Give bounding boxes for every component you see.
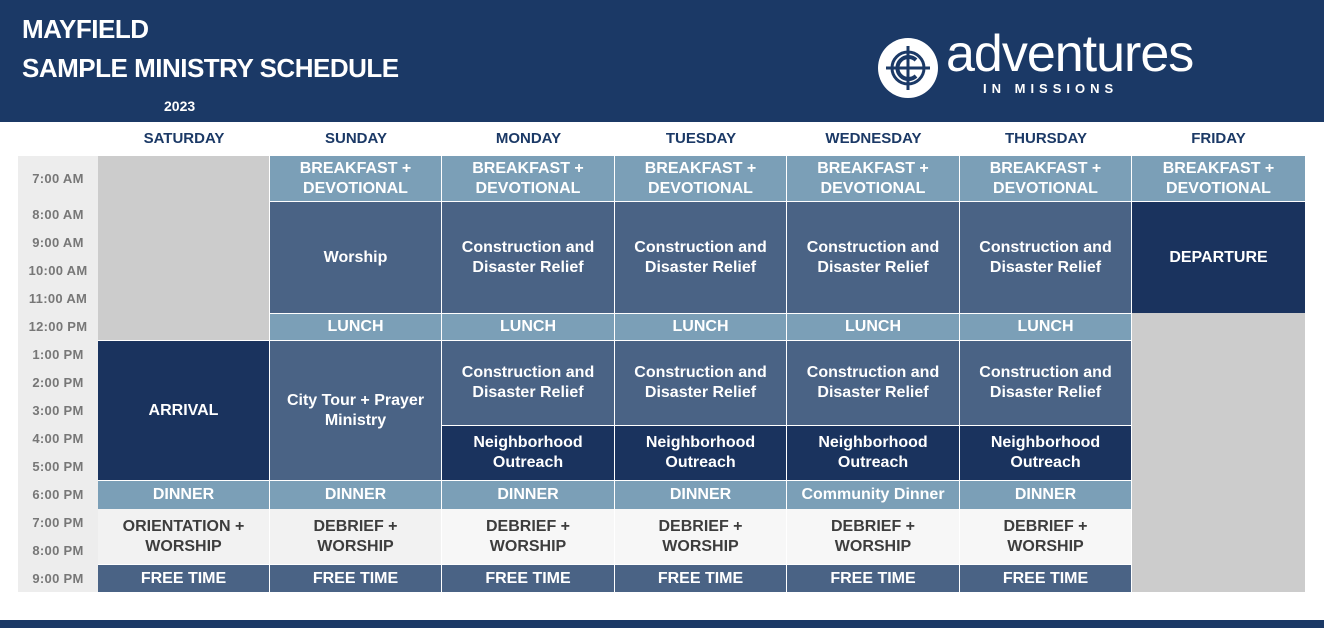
time-label: 11:00 AM [28, 291, 88, 306]
event-free-time: FREE TIME [787, 565, 959, 592]
event-construction: Construction and Disaster Relief [787, 202, 959, 313]
event-free-time: FREE TIME [442, 565, 614, 592]
event-breakfast: BREAKFAST + DEVOTIONAL [960, 156, 1131, 201]
day-header-monday: MONDAY [495, 130, 562, 147]
event-arrival: ARRIVAL [98, 341, 269, 480]
title-line-2: SAMPLE MINISTRY SCHEDULE [22, 53, 399, 83]
event-worship: Worship [270, 202, 441, 313]
event-community-dinner: Community Dinner [787, 481, 959, 509]
time-label: 6:00 PM [32, 487, 84, 502]
event-city-tour: City Tour + Prayer Ministry [270, 341, 441, 480]
event-free-time: FREE TIME [960, 565, 1131, 592]
time-label: 4:00 PM [32, 431, 84, 446]
day-header-sunday: SUNDAY [325, 130, 387, 147]
time-label: 8:00 PM [32, 543, 84, 558]
event-construction: Construction and Disaster Relief [787, 341, 959, 425]
event-construction: Construction and Disaster Relief [615, 341, 786, 425]
empty-slot [98, 156, 269, 340]
time-label: 12:00 PM [28, 319, 88, 334]
title-line-1: MAYFIELD [22, 14, 149, 44]
event-lunch: LUNCH [787, 314, 959, 340]
time-label: 8:00 AM [32, 207, 84, 222]
time-label: 2:00 PM [32, 375, 84, 390]
event-orientation: ORIENTATION + WORSHIP [98, 509, 269, 564]
compass-icon [878, 38, 938, 98]
event-free-time: FREE TIME [98, 565, 269, 592]
event-construction: Construction and Disaster Relief [960, 341, 1131, 425]
logo-subtitle: IN MISSIONS [983, 81, 1119, 96]
event-breakfast: BREAKFAST + DEVOTIONAL [270, 156, 441, 201]
empty-slot [1132, 313, 1305, 592]
event-lunch: LUNCH [615, 314, 786, 340]
day-header-friday: FRIDAY [1191, 130, 1246, 147]
event-debrief: DEBRIEF + WORSHIP [960, 509, 1131, 564]
time-label: 10:00 AM [28, 263, 88, 278]
event-breakfast: BREAKFAST + DEVOTIONAL [1132, 156, 1305, 201]
event-lunch: LUNCH [270, 314, 441, 340]
event-free-time: FREE TIME [615, 565, 786, 592]
event-breakfast: BREAKFAST + DEVOTIONAL [615, 156, 786, 201]
header-banner [0, 0, 1324, 122]
logo-wordmark: adventures [946, 25, 1194, 83]
event-neighborhood-outreach: Neighborhood Outreach [787, 426, 959, 480]
event-dinner: DINNER [615, 481, 786, 509]
event-neighborhood-outreach: Neighborhood Outreach [960, 426, 1131, 480]
event-construction: Construction and Disaster Relief [615, 202, 786, 313]
time-label: 1:00 PM [32, 347, 84, 362]
event-debrief: DEBRIEF + WORSHIP [615, 509, 786, 564]
event-construction: Construction and Disaster Relief [442, 341, 614, 425]
time-label: 7:00 PM [32, 515, 84, 530]
event-breakfast: BREAKFAST + DEVOTIONAL [442, 156, 614, 201]
year-label: 2023 [164, 98, 196, 114]
day-header-wednesday: WEDNESDAY [825, 130, 922, 147]
event-dinner: DINNER [442, 481, 614, 509]
event-dinner: DINNER [98, 481, 269, 509]
day-header-tuesday: TUESDAY [665, 130, 737, 147]
time-label: 9:00 PM [32, 571, 84, 586]
event-neighborhood-outreach: Neighborhood Outreach [442, 426, 614, 480]
event-debrief: DEBRIEF + WORSHIP [787, 509, 959, 564]
event-free-time: FREE TIME [270, 565, 441, 592]
event-dinner: DINNER [960, 481, 1131, 509]
event-neighborhood-outreach: Neighborhood Outreach [615, 426, 786, 480]
time-label: 5:00 PM [32, 459, 84, 474]
event-breakfast: BREAKFAST + DEVOTIONAL [787, 156, 959, 201]
time-label: 3:00 PM [32, 403, 84, 418]
event-lunch: LUNCH [442, 314, 614, 340]
time-label: 7:00 AM [32, 171, 84, 186]
day-header-thursday: THURSDAY [1005, 130, 1087, 147]
event-debrief: DEBRIEF + WORSHIP [442, 509, 614, 564]
event-construction: Construction and Disaster Relief [960, 202, 1131, 313]
event-construction: Construction and Disaster Relief [442, 202, 614, 313]
footer-bar [0, 620, 1324, 628]
day-header-saturday: SATURDAY [143, 130, 225, 147]
event-departure: DEPARTURE [1132, 202, 1305, 313]
time-label: 9:00 AM [32, 235, 84, 250]
event-lunch: LUNCH [960, 314, 1131, 340]
event-debrief: DEBRIEF + WORSHIP [270, 509, 441, 564]
event-dinner: DINNER [270, 481, 441, 509]
